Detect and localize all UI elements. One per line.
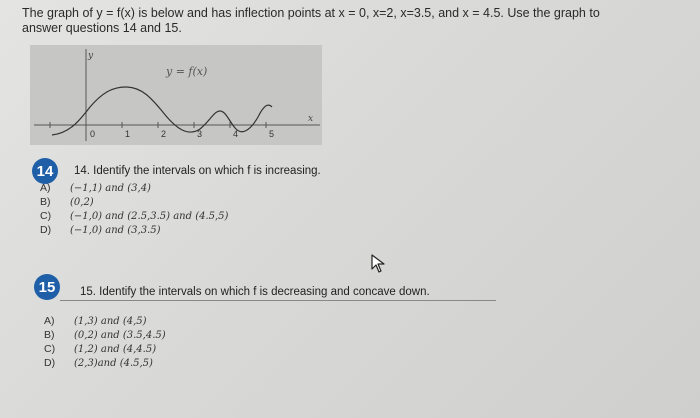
q15-option-d[interactable] bbox=[44, 357, 153, 369]
q14-option-a-text: (−1,1) and (3,4) bbox=[70, 183, 151, 194]
question-14-text: 14. Identify the intervals on which f is increasing. bbox=[74, 165, 321, 177]
curve-label: y = f(x) bbox=[166, 65, 208, 78]
q15-option-b[interactable] bbox=[44, 329, 166, 341]
q14-option-d-text: (−1,0) and (3,3.5) bbox=[70, 225, 161, 236]
q15-option-c[interactable] bbox=[44, 343, 156, 355]
tick-label-5: 5 bbox=[269, 129, 275, 139]
q14-option-c-text: (−1,0) and (2.5,3.5) and (4.5,5) bbox=[70, 211, 229, 222]
q14-option-c-letter: C) bbox=[40, 210, 52, 222]
tick-label-4: 4 bbox=[233, 129, 239, 139]
q14-option-a-letter: A) bbox=[40, 182, 51, 194]
q15-option-c-letter: C) bbox=[44, 343, 56, 355]
q15-option-a-letter: A) bbox=[44, 315, 55, 327]
q14-option-c[interactable] bbox=[40, 210, 228, 222]
instructions bbox=[22, 6, 682, 36]
tick-label-0: 0 bbox=[90, 129, 96, 139]
q14-option-b-text: (0,2) bbox=[70, 197, 94, 208]
q14-option-a[interactable] bbox=[40, 182, 151, 194]
question-15-badge: 15 bbox=[34, 274, 60, 300]
tick-label-3: 3 bbox=[197, 129, 203, 139]
instructions-line-1: The graph of y = f(x) is below and has inflection points at x = 0, x=2, x=3.5, and x = 4.5. Use the graph to bbox=[22, 6, 600, 20]
q15-option-c-text: (1,2) and (4,4.5) bbox=[74, 344, 157, 355]
question-15-text: 15. Identify the intervals on which f is decreasing and concave down. bbox=[80, 286, 430, 298]
question-15-underline bbox=[60, 300, 496, 301]
y-axis-label: y bbox=[88, 51, 94, 61]
q14-option-d[interactable] bbox=[40, 224, 161, 236]
x-axis-label: x bbox=[308, 114, 314, 124]
mouse-pointer-icon bbox=[371, 254, 387, 279]
q15-option-a[interactable] bbox=[44, 315, 147, 327]
tick-label-1: 1 bbox=[125, 129, 131, 139]
question-14-badge: 14 bbox=[32, 158, 58, 184]
q15-option-b-text: (0,2) and (3.5,4.5) bbox=[74, 330, 166, 341]
q14-option-b[interactable] bbox=[40, 196, 94, 208]
function-curve bbox=[52, 87, 272, 135]
q15-option-d-letter: D) bbox=[44, 357, 56, 369]
q14-option-b-letter: B) bbox=[40, 196, 51, 208]
q15-option-d-text: (2,3)and (4.5,5) bbox=[74, 358, 153, 369]
q14-option-d-letter: D) bbox=[40, 224, 52, 236]
function-graph bbox=[30, 45, 322, 145]
instructions-line-2: answer questions 14 and 15. bbox=[22, 21, 182, 35]
tick-label-2: 2 bbox=[161, 129, 167, 139]
q15-option-a-text: (1,3) and (4,5) bbox=[74, 316, 147, 327]
q15-option-b-letter: B) bbox=[44, 329, 55, 341]
